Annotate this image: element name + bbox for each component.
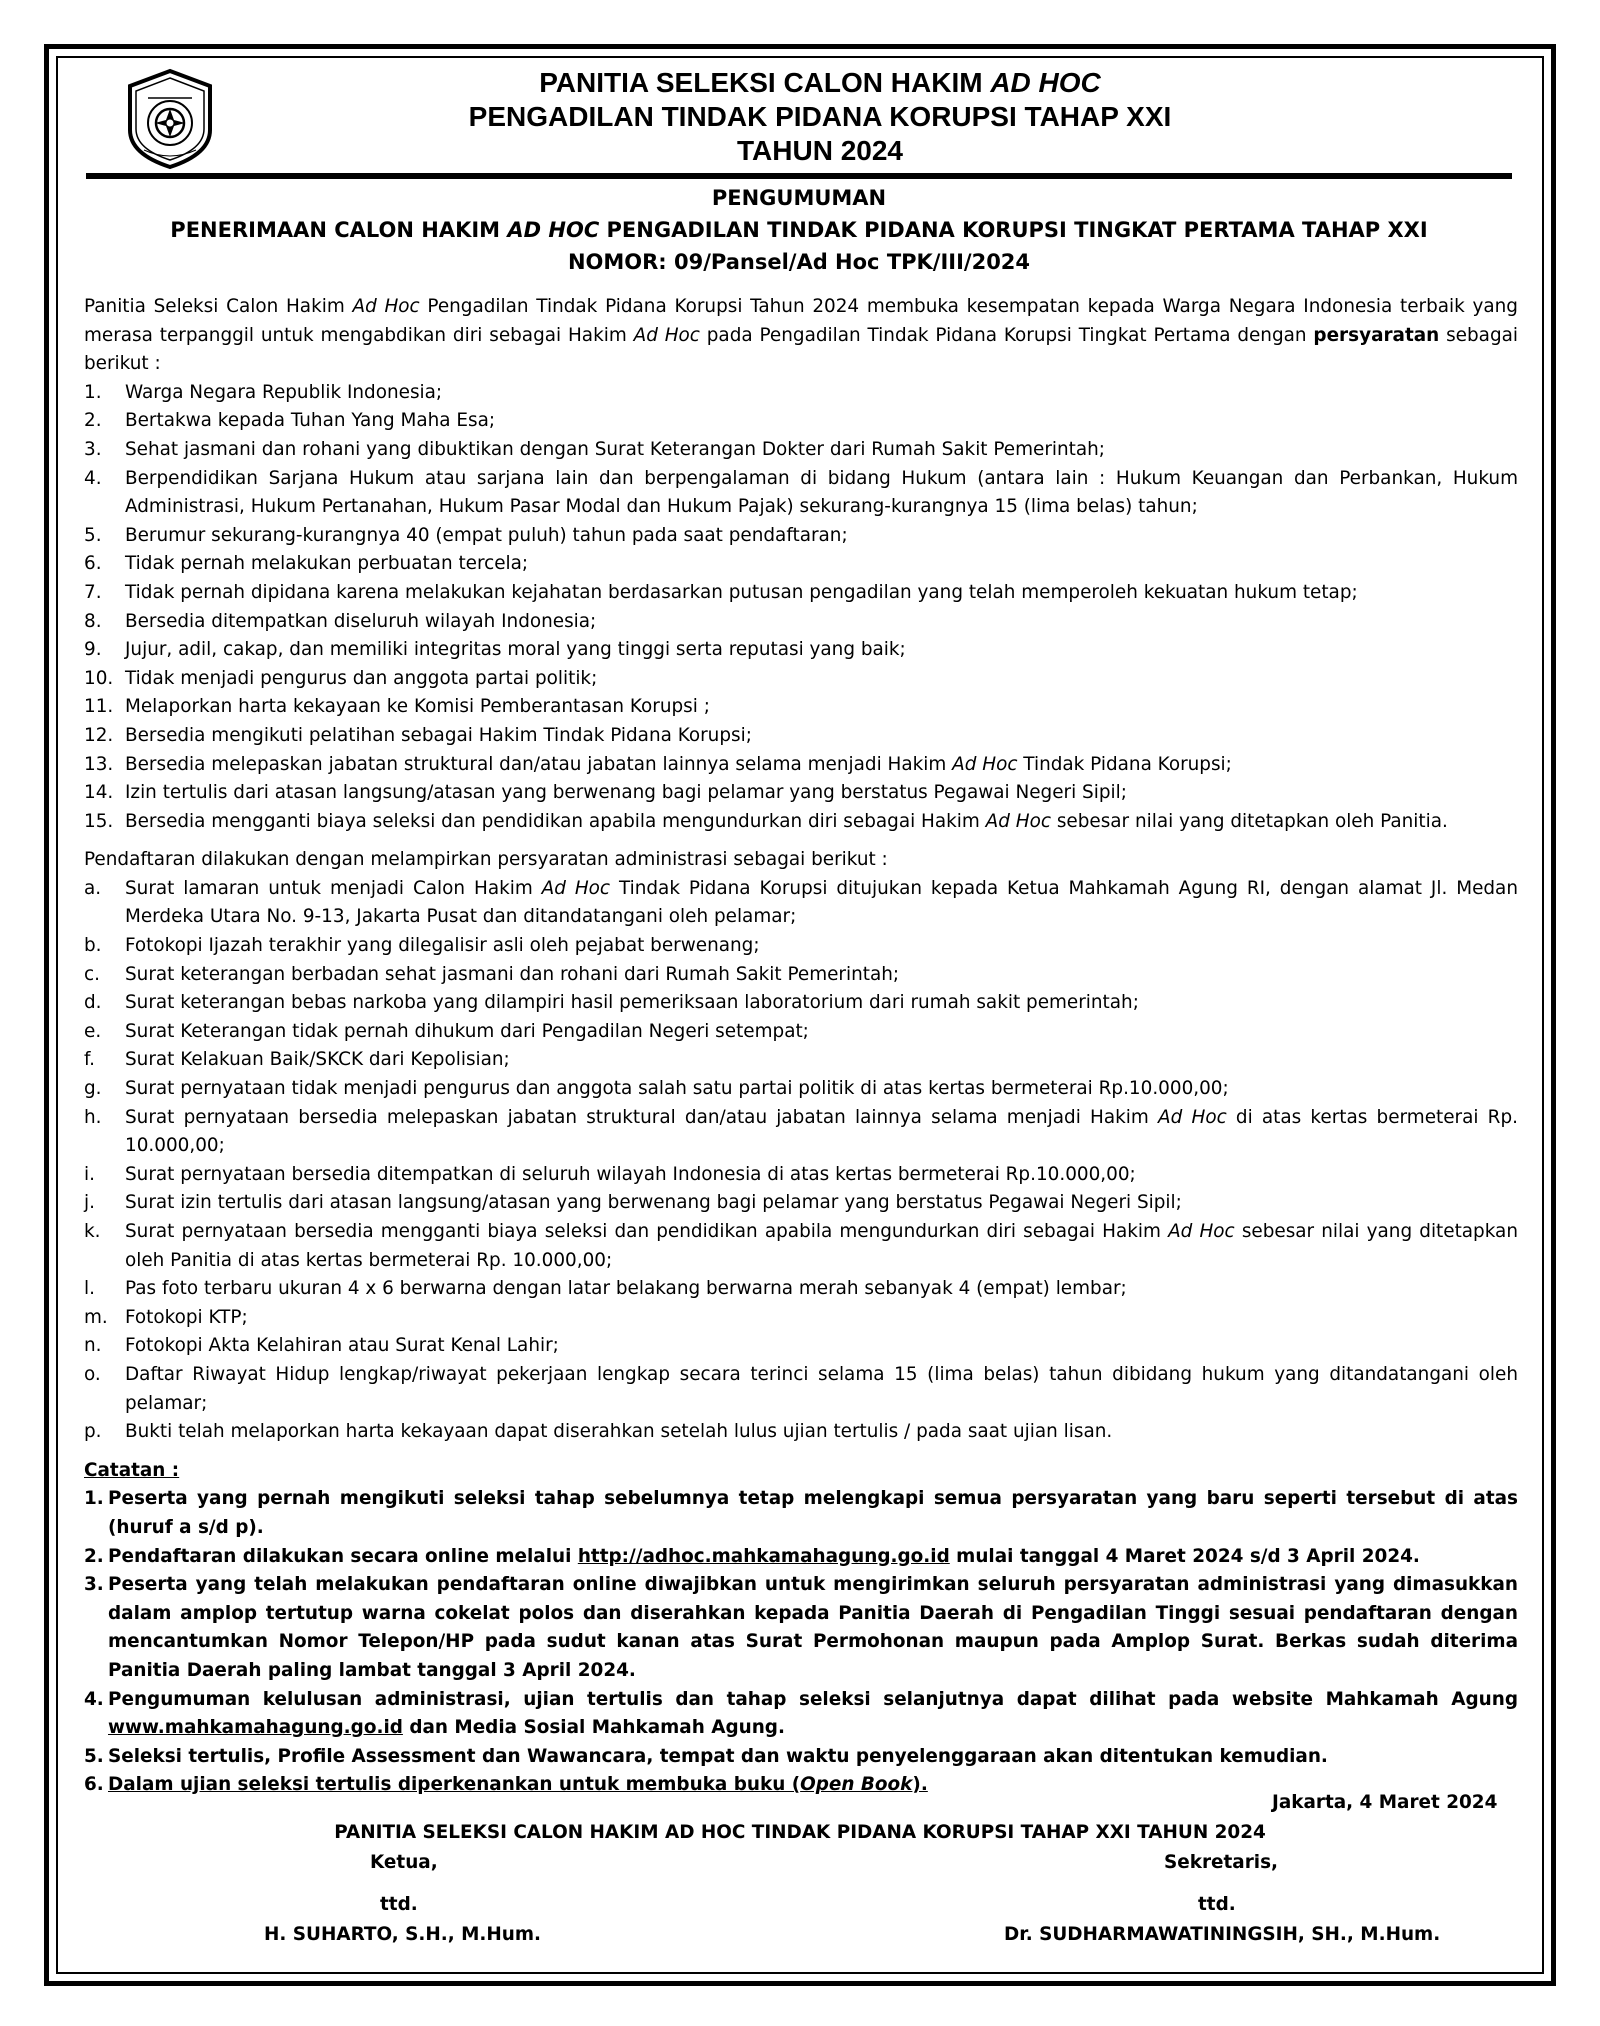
document-body xyxy=(84,293,1518,1800)
list-item: p. Bukti telah melaporkan harta kekayaan dapat diserahkan setelah lulus ujian tertulis / pada saat ujian lisan. xyxy=(84,1421,1113,1443)
list-item: 8. Bersedia ditempatkan diseluruh wilayah Indonesia; xyxy=(84,610,597,632)
list-item: b. Fotokopi Ijazah terakhir yang dilegalisir asli oleh pejabat berwenang; xyxy=(84,935,760,957)
list-item: c. Surat keterangan berbadan sehat jasmani dan rohani dari Rumah Sakit Pemerintah; xyxy=(84,963,900,985)
list-item: o. Daftar Riwayat Hidup lengkap/riwayat pekerjaan lengkap secara terinci selama 15 (lima belas) tahun dibidang hukum yang ditandatangani oleh pelamar; xyxy=(84,1363,1518,1414)
list-item: j. Surat izin tertulis dari atasan langsung/atasan yang berwenang bagi pelamar yang berstatus Pegawai Negeri Sipil; xyxy=(84,1192,1182,1214)
registration-link[interactable]: http://adhoc.mahkamahagung.go.id xyxy=(577,1545,950,1567)
header-line-3: TAHUN 2024 xyxy=(737,135,903,166)
list-item: 2. Bertakwa kepada Tuhan Yang Maha Esa; xyxy=(84,410,496,432)
header-line-2: PENGADILAN TINDAK PIDANA KORUPSI TAHAP XXI xyxy=(468,101,1172,132)
announcement-heading: PENGUMUMAN xyxy=(711,186,887,210)
secretary-title: Sekretaris, xyxy=(1164,1852,1278,1873)
list-item: f. Surat Kelakuan Baik/SKCK dari Kepolisian; xyxy=(84,1049,510,1071)
list-item: 13. Bersedia melepaskan jabatan struktural dan/atau jabatan lainnya selama menjadi Hakim Ad Hoc Tindak Pidana Korupsi; xyxy=(84,753,1232,775)
note-item: 5. Seleksi tertulis, Profile Assessment dan Wawancara, tempat dan waktu penyelenggaraan akan ditentukan kemudian. xyxy=(84,1745,1328,1767)
chair-name: H. SUHARTO, S.H., M.Hum. xyxy=(264,1924,541,1945)
admin-intro: Pendaftaran dilakukan dengan melampirkan persyaratan administrasi sebagai berikut : xyxy=(84,849,888,871)
place-date: Jakarta, 4 Maret 2024 xyxy=(1272,1792,1498,1813)
list-item: 11. Melaporkan harta kekayaan ke Komisi Pemberantasan Korupsi ; xyxy=(84,696,710,718)
secretary-ttd: ttd. xyxy=(1198,1894,1236,1915)
list-item: n. Fotokopi Akta Kelahiran atau Surat Kenal Lahir; xyxy=(84,1335,559,1357)
announcement-number: NOMOR: 09/Pansel/Ad Hoc TPK/III/2024 xyxy=(567,250,1031,274)
notes-heading: Catatan : xyxy=(84,1459,180,1481)
header-line-1: PANITIA SELEKSI CALON HAKIM AD HOC xyxy=(539,67,1101,98)
announcement-subtitle: PENERIMAAN CALON HAKIM AD HOC PENGADILAN TINDAK PIDANA KORUPSI TINGKAT PERTAMA TAHAP XXI xyxy=(170,218,1428,242)
chair-ttd: ttd. xyxy=(380,1894,418,1915)
list-item: 7. Tidak pernah dipidana karena melakukan kejahatan berdasarkan putusan pengadilan yang telah memperoleh kekuatan hukum tetap; xyxy=(84,581,1358,603)
committee-name: PANITIA SELEKSI CALON HAKIM AD HOC TINDAK PIDANA KORUPSI TAHAP XXI TAHUN 2024 xyxy=(334,1822,1266,1843)
note-item: 6. Dalam ujian seleksi tertulis diperkenankan untuk membuka buku (Open Book). xyxy=(84,1774,928,1796)
list-item: 12. Bersedia mengikuti pelatihan sebagai Hakim Tindak Pidana Korupsi; xyxy=(84,724,752,746)
notes-section xyxy=(84,1457,1518,1800)
list-item: 9. Jujur, adil, cakap, dan memiliki integritas moral yang tinggi serta reputasi yang baik; xyxy=(84,639,906,661)
list-item: d. Surat keterangan bebas narkoba yang dilampiri hasil pemeriksaan laboratorium dari rumah sakit pemerintah; xyxy=(84,992,1139,1014)
list-item: 5. Berumur sekurang-kurangnya 40 (empat puluh) tahun pada saat pendaftaran; xyxy=(84,524,848,546)
list-item: 1. Warga Negara Republik Indonesia; xyxy=(84,381,443,403)
intro-paragraph: Panitia Seleksi Calon Hakim Ad Hoc Pengadilan Tindak Pidana Korupsi Tahun 2024 membuka kesempatan kepada Warga Negara Indonesia terbaik yang merasa terpanggil untuk mengabdikan diri sebagai Hakim Ad Hoc pada Pengadilan Tindak Pidana Korupsi Tingkat Pertama dengan persyaratan sebagai berikut : xyxy=(84,296,1518,375)
list-item: i. Surat pernyataan bersedia ditempatkan di seluruh wilayah Indonesia di atas kertas bermeterai Rp.10.000,00; xyxy=(84,1163,1136,1185)
list-item: 4. Berpendidikan Sarjana Hukum atau sarjana lain dan berpengalaman di bidang Hukum (antara lain : Hukum Keuangan dan Perbankan, Hukum Administrasi, Hukum Pertanahan, Hukum Pasar Modal dan Hukum Pajak) sekurang-kurangnya 15 (lima belas) tahun; xyxy=(84,467,1518,518)
list-item: h. Surat pernyataan bersedia melepaskan jabatan struktural dan/atau jabatan lainnya selama menjadi Hakim Ad Hoc di atas kertas bermeterai Rp. 10.000,00; xyxy=(84,1106,1518,1157)
list-item: a. Surat lamaran untuk menjadi Calon Hakim Ad Hoc Tindak Pidana Korupsi ditujukan kepada Ketua Mahkamah Agung RI, dengan alamat Jl. Medan Merdeka Utara No. 9-13, Jakarta Pusat dan ditandatangani oleh pelamar; xyxy=(84,877,1518,928)
note-item: 2. Pendaftaran dilakukan secara online melalui http://adhoc.mahkamahagung.go.id mulai tanggal 4 Maret 2024 s/d 3 April 2024. xyxy=(84,1545,1420,1567)
note-item: 3. Peserta yang telah melakukan pendaftaran online diwajibkan untuk mengirimkan seluruh persyaratan administrasi yang dimasukkan dalam amplop tertutup warna cokelat polos dan diserahkan kepada Panitia Daerah di Pengadilan Tinggi sesuai pendaftaran dengan mencantumkan Nomor Telepon/HP pada sudut kanan atas Surat Permohonan maupun pada Amplop Surat. Berkas sudah diterima Panitia Daerah paling lambat tanggal 3 April 2024. xyxy=(84,1574,1518,1681)
secretary-name: Dr. SUDHARMAWATININGSIH, SH., M.Hum. xyxy=(1004,1924,1441,1945)
list-item: l. Pas foto terbaru ukuran 4 x 6 berwarna dengan latar belakang berwarna merah sebanyak 4 (empat) lembar; xyxy=(84,1278,1127,1300)
list-item: e. Surat Keterangan tidak pernah dihukum dari Pengadilan Negeri setempat; xyxy=(84,1020,809,1042)
list-item: g. Surat pernyataan tidak menjadi pengurus dan anggota salah satu partai politik di atas kertas bermeterai Rp.10.000,00; xyxy=(84,1078,1229,1100)
list-item: 14. Izin tertulis dari atasan langsung/atasan yang berwenang bagi pelamar yang berstatus Pegawai Negeri Sipil; xyxy=(84,782,1127,804)
admin-documents-list xyxy=(84,875,1518,1447)
list-item: m. Fotokopi KTP; xyxy=(84,1306,248,1328)
list-item: 6. Tidak pernah melakukan perbuatan tercela; xyxy=(84,553,529,575)
list-item: 3. Sehat jasmani dan rohani yang dibuktikan dengan Surat Keterangan Dokter dari Rumah Sakit Pemerintah; xyxy=(84,438,1105,460)
website-link[interactable]: www.mahkamahagung.go.id xyxy=(108,1717,403,1739)
list-item: 15. Bersedia mengganti biaya seleksi dan pendidikan apabila mengundurkan diri sebagai Hakim Ad Hoc sebesar nilai yang ditetapkan oleh Panitia. xyxy=(84,810,1448,832)
note-item: 1. Peserta yang pernah mengikuti seleksi tahap sebelumnya tetap melengkapi semua persyaratan yang baru seperti tersebut di atas (huruf a s/d p). xyxy=(84,1488,1518,1538)
list-item: k. Surat pernyataan bersedia mengganti biaya seleksi dan pendidikan apabila mengundurkan diri sebagai Hakim Ad Hoc sebesar nilai yang ditetapkan oleh Panitia di atas kertas bermeterai Rp. 10.000,00; xyxy=(84,1221,1518,1271)
list-item: 10. Tidak menjadi pengurus dan anggota partai politik; xyxy=(84,667,598,689)
header-rule xyxy=(86,173,1512,179)
note-item: 4. Pengumuman kelulusan administrasi, ujian tertulis dan tahap seleksi selanjutnya dapat dilihat pada website Mahkamah Agung www.mahkamahagung.go.id dan Media Sosial Mahkamah Agung. xyxy=(84,1688,1518,1739)
requirements-list xyxy=(84,379,1518,837)
mahkamah-agung-seal-icon xyxy=(124,68,216,170)
chair-title: Ketua, xyxy=(370,1852,438,1873)
